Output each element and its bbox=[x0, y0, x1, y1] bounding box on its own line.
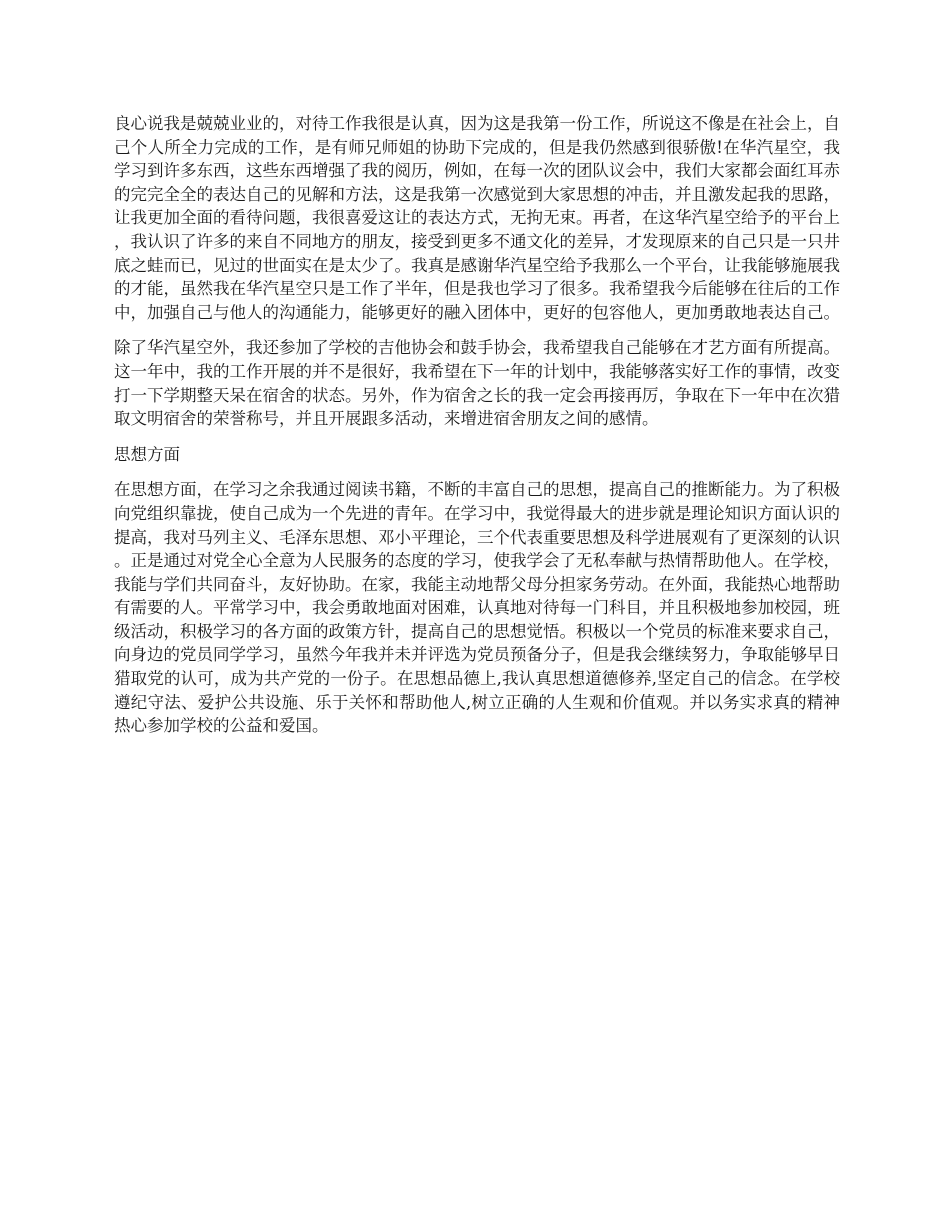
paragraph-work-experience: 良心说我是兢兢业业的，对待工作我很是认真，因为这是我第一份工作，所说这不像是在社会上，自己个人所全力完成的工作，是有师兄师姐的协助下完成的，但是我仍然感到很骄傲!在华汽星空，我学习到许多东西，这些东西增强了我的阅历，例如，在每一次的团队议会中，我们大家都会面红耳赤的完完全全的表达自己的见解和方法，这是我第一次感觉到大家思想的冲击，并且激发起我的思路，让我更加全面的看待问题，我很喜爱这让的表达方式，无拘无束。再者，在这华汽星空给予的平台上，我认识了许多的来自不同地方的朋友，接受到更多不通文化的差异，才发现原来的自己只是一只井底之蛙而已，见过的世面实在是太少了。我真是感谢华汽星空给予我那么一个平台，让我能够施展我的才能，虽然我在华汽星空只是工作了半年，但是我也学习了很多。我希望我今后能够在往后的工作中，加强自己与他人的沟通能力，能够更好的融入团体中，更好的包容他人，更加勇敢地表达自己。 bbox=[114, 114, 840, 322]
paragraph-clubs: 除了华汽星空外，我还参加了学校的吉他协会和鼓手协会，我希望我自己能够在才艺方面有所提高。这一年中，我的工作开展的并不是很好，我希望在下一年的计划中，我能够落实好工作的事情，改变打一下学期整天呆在宿舍的状态。另外，作为宿舍之长的我一定会再接再厉，争取在下一年中在次猎取文明宿舍的荣誉称号，并且开展跟多活动，来增进宿舍朋友之间的感情。 bbox=[114, 338, 840, 429]
document-page bbox=[114, 112, 840, 750]
paragraph-thought: 在思想方面，在学习之余我通过阅读书籍，不断的丰富自己的思想，提高自己的推断能力。为了积极向党组织靠拢，使自己成为一个先进的青年。在学习中，我觉得最大的进步就是理论知识方面认识的提高，我对马列主义、毛泽东思想、邓小平理论，三个代表重要思想及科学进展观有了更深刻的认识。正是通过对党全心全意为人民服务的态度的学习，使我学会了无私奉献与热情帮助他人。在学校，我能与学们共同奋斗，友好协助。在家，我能主动地帮父母分担家务劳动。在外面，我能热心地帮助有需要的人。平常学习中，我会勇敢地面对困难，认真地对待每一门科目，并且积极地参加校园，班级活动，积极学习的各方面的政策方针，提高自己的思想觉悟。积极以一个党员的标准来要求自己，向身边的党员同学学习，虽然今年我并未并评选为党员预备分子，但是我会继续努力，争取能够早日猎取党的认可，成为共产党的一份子。在思想品德上,我认真思想道德修养,坚定自己的信念。在学校遵纪守法、爱护公共设施、乐于关怀和帮助他人,树立正确的人生观和价值观。并以务实求真的精神热心参加学校的公益和爱国。 bbox=[114, 480, 840, 736]
section-heading-thought: 思想方面 bbox=[114, 444, 180, 464]
